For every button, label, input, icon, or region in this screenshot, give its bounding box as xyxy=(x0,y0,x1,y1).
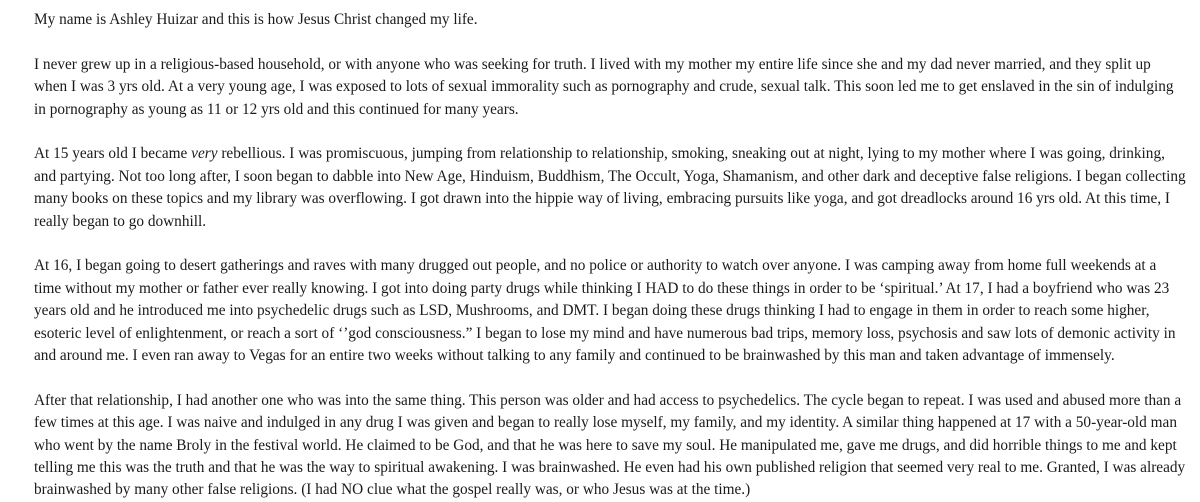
paragraph-relationships: After that relationship, I had another one who was into the same thing. This person was older and had access to psychedelics. The cycle began to repeat. I was used and abused more than a few times at this age. I was naive and indulged in any drug I was given and began to really lose myself, my family, and my identity. A similar thing happened at 17 with a 50-year-old man who went by the name Broly in the festival world. He claimed to be God, and that he was here to save my soul. He manipulated me, gave me drugs, and did horrible things to me and kept telling me this was the truth and that he was the way to spiritual awakening. I was brainwashed. He even had his own published religion that seemed very real to me. Granted, I was already brainwashed by many other false religions. (I had NO clue what the gospel really was, or who Jesus was at the time.) xyxy=(34,391,1186,499)
paragraph-gatherings: At 16, I began going to desert gatherings and raves with many drugged out people, and no police or authority to watch over anyone. I was camping away from home full weekends at a time without my mother or father ever really knowing. I got into doing party drugs while thinking I HAD to do these things in order to be ‘spiritual.’ At 17, I had a boyfriend who was 23 years old and he introduced me into psychedelic drugs such as LSD, Mushrooms, and DMT. I began doing these drugs thinking I had to engage in them in order to reach some higher, esoteric level of enlightenment, or reach a sort of ‘’god consciousness.” I began to lose my mind and have numerous bad trips, memory loss, psychosis and saw lots of demonic activity in and around me. I even ran away to Vegas for an entire two weeks without talking to any family and continued to be brainwashed by this man and taken advantage of immensely. xyxy=(34,257,1176,365)
paragraph-rebellion-rest: rebellious. I was promiscuous, jumping from relationship to relationship, smoking, sneaking out at night, lying to my mother where I was going, drinking, and partying. Not too long after, I soon began to dabble into New Age, Hinduism, Buddhism, The Occult, Yoga, Shamanism, and other dark and deceptive false religions. I began collecting many books on these topics and my library was overflowing. I got drawn into the hippie way of living, embracing pursuits like yoga, and got dreadlocks around 16 yrs old. At this time, I really began to go downhill. xyxy=(34,145,1186,230)
paragraph-childhood: I never grew up in a religious-based household, or with anyone who was seeking for truth. I lived with my mother my entire life since she and my dad never married, and they split up when I was 3 yrs old. At a very young age, I was exposed to lots of sexual immorality such as pornography and crude, sexual talk. This soon led me to get enslaved in the sin of indulging in pornography as young as 11 or 12 yrs old and this continued for many years. xyxy=(34,55,1174,118)
paragraph-rebellion-start: At 15 years old I became xyxy=(34,145,192,163)
intro-paragraph: My name is Ashley Huizar and this is how Jesus Christ changed my life. xyxy=(34,11,478,28)
emphasis-very: very xyxy=(191,145,218,163)
paragraph-rebellion xyxy=(34,143,1186,233)
